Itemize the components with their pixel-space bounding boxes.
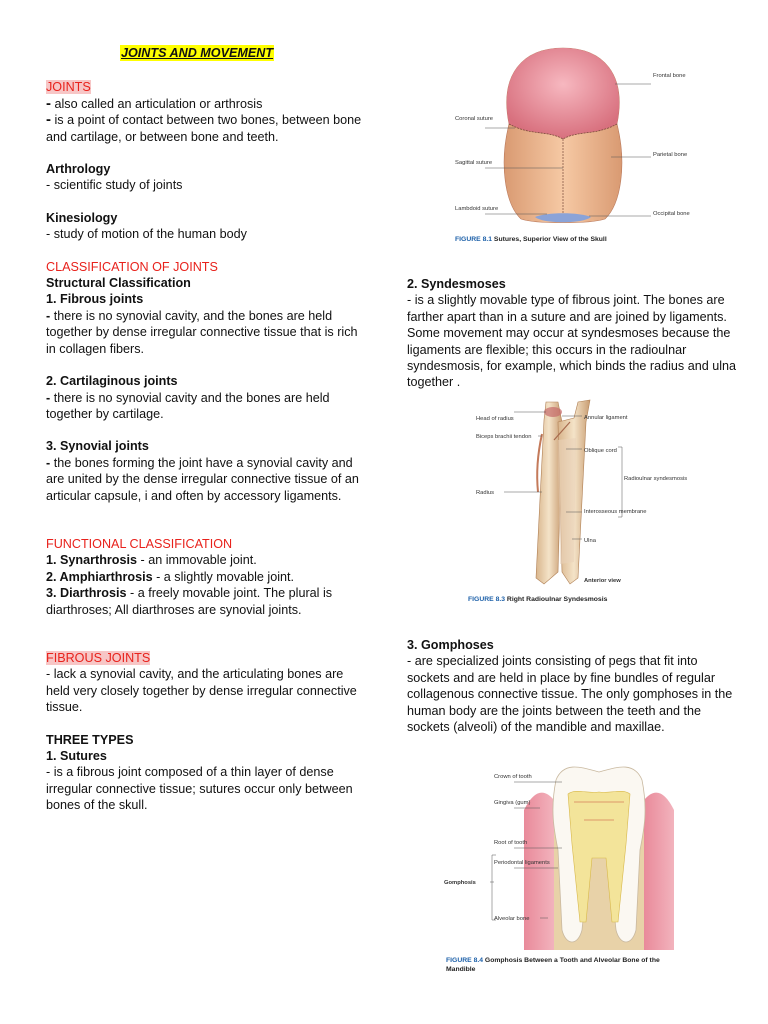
label-anterior-view: Anterior view [584,578,621,584]
functional-item-3: 3. Diarthrosis - a freely movable joint. The plural is diarthroses; All diarthroses are synovial joints. [46,586,333,617]
sutures-text: - is a fibrous joint composed of a thin layer of dense irregular connective tissue; sutures occur only between bones of the skull. [46,765,353,813]
label-occipital: Occipital bone [653,211,690,217]
three-types-heading: THREE TYPES [46,732,134,747]
cartilaginous-text: - there is no synovial cavity and the bones are held together by cartilage. [46,390,330,421]
label-lambdoid: Lambdoid suture [455,206,499,212]
label-gomphosis: Gomphosis [444,880,476,886]
label-sagittal: Sagittal suture [455,160,493,166]
functional-item-1: 1. Synarthrosis - an immovable joint. [46,553,257,568]
tooth-illustration [444,760,674,955]
figure-skull [455,44,690,249]
label-biceps: Biceps brachii tendon [476,434,532,440]
structural-subheading: Structural Classification [46,276,191,291]
classification-heading: CLASSIFICATION OF JOINTS [46,259,218,274]
fibrous-joints-heading: FIBROUS JOINTS [46,650,151,665]
kinesiology-heading: Kinesiology [46,210,118,225]
arthrology-heading: Arthrology [46,162,111,177]
left-column [46,45,366,814]
label-interosseous: Interosseous membrane [584,509,647,515]
label-radius: Radius [476,490,495,496]
figure-caption-tooth: FIGURE 8.4 Gomphosis Between a Tooth and Alveolar Bone of the Mandible [446,957,660,973]
kinesiology-text: - study of motion of the human body [46,227,247,242]
fibrous-joints-text: - there is no synovial cavity, and the bones are held together by dense irregular connective tissue that is rich in collagen fibers. [46,308,358,356]
synovial-title: 3. Synovial joints [46,439,149,454]
sutures-title: 1. Sutures [46,749,107,763]
syndesmoses-text: - is a slightly movable type of fibrous joint. The bones are farther apart than in a suture and are joined by ligaments. Some movement may occur at syndesmoses because the ligaments are flexible; this occurs in the radioulnar syndesmosis, for example, which binds the radius and ulna together . [407,293,737,390]
figure-tooth [444,760,674,980]
arthrology-text: - scientific study of joints [46,178,183,193]
gomphoses-title: 3. Gomphoses [407,638,494,652]
label-parietal: Parietal bone [653,152,688,158]
syndesmoses-title: 2. Syndesmoses [407,277,506,291]
label-gingiva: Gingiva (gum) [494,800,531,806]
label-periodontal: Periodontal ligaments [494,860,550,866]
functional-heading: FUNCTIONAL CLASSIFICATION [46,536,233,551]
label-oblique: Oblique cord [584,448,617,454]
syndesmoses-section [407,276,737,391]
label-alveolar: Alveolar bone [494,916,530,922]
figure-caption-skull: FIGURE 8.1 Sutures, Superior View of the Skull [455,236,607,243]
label-root: Root of tooth [494,840,528,846]
gomphoses-section [407,637,737,735]
joints-line-1: - also called an articulation or arthrosis [46,94,263,112]
label-syndesmosis: Radioulnar syndesmosis [624,476,688,482]
joints-line-2: - is a point of contact between two bones, between bone and cartilage, or between bone and teeth. [46,111,362,144]
fibrous-joints-desc: - lack a synovial cavity, and the articulating bones are held very closely together by dense irregular connective tissue. [46,667,357,715]
label-frontal: Frontal bone [653,73,686,79]
label-head-radius: Head of radius [476,416,514,422]
fibrous-joints-title: 1. Fibrous joints [46,292,144,307]
figure-caption-radioulnar: FIGURE 8.3 Right Radioulnar Syndesmosis [468,596,608,603]
figure-radioulnar [466,392,688,608]
joints-heading: JOINTS [46,80,91,95]
label-coronal: Coronal suture [455,116,494,122]
label-annular: Annular ligament [584,415,628,421]
synovial-text: - the bones forming the joint have a synovial cavity and are united by the dense irregular connective tissue of an articular capsule, i and often by accessory ligaments. [46,455,359,503]
cartilaginous-title: 2. Cartilaginous joints [46,374,178,389]
gomphoses-text: - are specialized joints consisting of pegs that fit into sockets and are held in place by fine bundles of regular collagenous connective tissue. The only gomphoses in the human body are the joints between the teeth and the sockets (alveoli) of the mandible and maxillae. [407,654,733,735]
label-ulna: Ulna [584,538,596,544]
forearm-illustration [466,392,688,592]
functional-item-2: 2. Amphiarthrosis - a slightly movable joint. [46,569,295,584]
label-crown: Crown of tooth [494,774,532,780]
page-title: JOINTS AND MOVEMENT [121,46,274,60]
skull-illustration [455,44,690,249]
